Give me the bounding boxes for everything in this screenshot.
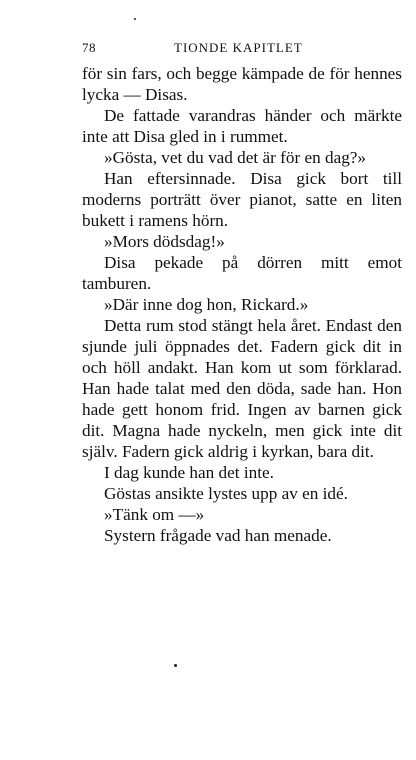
page-number: 78: [82, 40, 96, 55]
paragraph: Göstas ansikte lystes upp av en idé.: [104, 484, 348, 503]
paragraph: »Mors dödsdag!»: [104, 232, 225, 251]
running-head: TIONDE KAPITLET: [174, 40, 303, 55]
print-speck: [174, 664, 177, 667]
print-speck: [134, 18, 136, 20]
paragraph: I dag kunde han det inte.: [104, 463, 274, 482]
paragraph: »Där inne dog hon, Rickard.»: [104, 295, 309, 314]
page-header: [82, 40, 400, 60]
paragraph: Disa pekade på dörren mitt emot tamburen.: [82, 253, 402, 293]
body-text: [82, 63, 402, 546]
paragraph: De fattade varandras händer och märkte inte att Disa gled in i rummet.: [82, 106, 402, 146]
paragraph: »Tänk om —»: [104, 505, 205, 524]
paragraph: för sin fars, och begge kämpade de för hennes lycka — Disas.: [82, 64, 402, 104]
paragraph: Han eftersinnade. Disa gick bort till moderns porträtt över pianot, satte en liten bukett i ramens hörn.: [82, 169, 402, 230]
paragraph: Detta rum stod stängt hela året. Endast den sjunde juli öppnades det. Fadern gick dit in och höll andakt. Han kom ut som förklarad. Han hade talat med den döda, sade han. Hon hade gett honom frid. Ingen av barnen gick dit. Magna hade nyckeln, men gick inte dit själv. Fadern gick aldrig i kyrkan, bara dit.: [82, 316, 402, 461]
paragraph: Systern frågade vad han menade.: [104, 526, 332, 545]
paragraph: »Gösta, vet du vad det är för en dag?»: [104, 148, 367, 167]
